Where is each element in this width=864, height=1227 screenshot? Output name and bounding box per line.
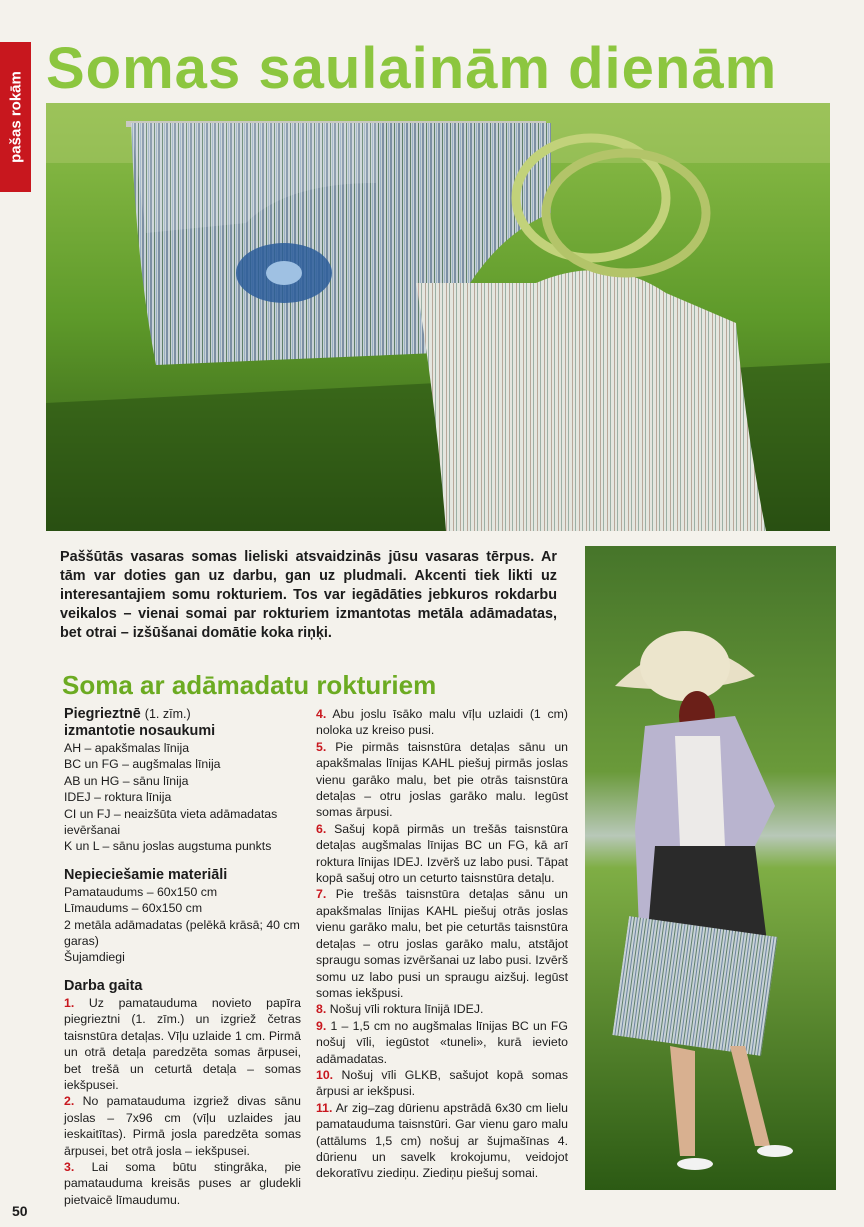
pattern-item: CI un FJ – neaizšūta vieta adāmadatas ievēršanai — [64, 806, 278, 838]
pattern-subtitle: izmantotie nosaukumi — [64, 723, 216, 739]
pattern-item: AB un HG – sānu līnija — [64, 773, 189, 788]
intro-paragraph: Paššūtās vasaras somas lieliski atsvaidzinās jūsu vasaras tērpus. Ar tām var doties gan uz darbu, gan uz pludmali. Akcenti tiek likti uz interesantajiem somu rokturiem. Tos var iegādāties jebkuros rokdarbu veikalos – vienai somai par rokturiem izmantotas metāla adāmadatas, bet otrai – izšūšanai domātie koka riņķi. — [60, 549, 557, 641]
materials-title: Nepieciešamie materiāli — [64, 866, 228, 883]
step-text: Pie pirmās taisnstūra detaļas sānu un apakšmalas līnijas KAHL piešuj pirmās joslas vienu garāko malu, bet pie otrās taisnstūra detaļas – otru joslas garāko malu. Iegūst somas ārpusi. — [316, 739, 569, 820]
step-text: Sašuj kopā pirmās un trešās taisnstūra detaļas augšmalas līnijas BC un FG, kā arī roktura līnijas IDEJ. Izvērš uz labo pusi. Tāpat kopā sašuj otro un ceturto taisnstūra detaļu. — [316, 821, 568, 886]
pattern-heading — [64, 706, 301, 740]
material-item: 2 metāla adāmadatas (pelēkā krāsā; 40 cm garas) — [64, 917, 300, 949]
step — [316, 706, 568, 739]
step — [316, 1018, 568, 1067]
step-number: 5. — [316, 739, 327, 754]
pattern-title: Piegrieztnē — [64, 706, 141, 722]
step-text: Nošuj vīli GLKB, sašujot kopā somas ārpusi ar iekšpusi. — [316, 1067, 568, 1099]
pattern-item: K un L – sānu joslas augstuma punkts — [64, 839, 272, 854]
step-number: 11. — [316, 1100, 333, 1115]
step-number: 3. — [64, 1159, 75, 1174]
step-number: 6. — [316, 821, 327, 836]
step — [316, 1067, 568, 1100]
pattern-ref: (1. zīm.) — [144, 707, 191, 721]
step — [316, 886, 568, 1001]
bags-photo — [46, 103, 830, 531]
steps-title: Darba gaita — [64, 977, 143, 994]
step — [64, 1159, 301, 1208]
step — [316, 1100, 568, 1182]
model-photo — [585, 546, 836, 1190]
step-text: Uz pamatauduma novieto papīra piegrieztni (1. zīm.) un izgriež četras taisnstūra detaļas. Vīļu uzlaide 1 cm. Pirmā un otrā detaļa paredzēta somas ārpusei, bet trešā un ceturtā detaļa – somas iekšpusei. — [64, 995, 301, 1092]
step-text: Ar zig–zag dūrienu apstrādā 6x30 cm lielu pamatauduma taisnstūri. Gar vienu garo malu (attālums 1,5 cm) nošuj ar šujmašīnas 4. dūrienu un savelk krokojumu, veidojot dekoratīvu ziediņu. Ziediņu piešuj somai. — [316, 1100, 568, 1181]
material-item: Šujamdiegi — [64, 950, 125, 965]
step — [64, 995, 301, 1093]
step — [64, 1093, 301, 1159]
section-tab — [0, 42, 31, 192]
section-tab-label: pašas rokām — [7, 71, 24, 163]
step-text: Abu joslu īsāko malu vīļu uzlaidi (1 cm) noloka uz kreiso pusi. — [316, 707, 568, 738]
page-headline: Somas saulainām dienām — [46, 36, 778, 101]
step-number: 4. — [316, 707, 327, 721]
step-number: 9. — [316, 1018, 327, 1033]
step-number: 1. — [64, 995, 75, 1010]
page-number: 50 — [12, 1203, 28, 1219]
material-item: Pamataudums – 60x150 cm — [64, 884, 218, 899]
step — [316, 739, 568, 821]
step-text: No pamatauduma izgriež divas sānu joslas – 7x96 cm (vīļu uzlaides jau ieskaitītas). Pirmā josla paredzēta somas ārpusei, bet otrā josla – iekšpusei. — [64, 1094, 302, 1158]
step — [316, 1001, 568, 1017]
material-item: Līmaudums – 60x150 cm — [64, 901, 203, 916]
pattern-item: IDEJ – roktura līnija — [64, 790, 172, 805]
step-text: Lai soma būtu stingrāka, pie pamatauduma kreisās puses ar gludekli pietvaicē līmaudumu. — [64, 1159, 301, 1207]
pattern-item: BC un FG – augšmalas līnija — [64, 757, 221, 772]
step-text: Nošuj vīli roktura līnijā IDEJ. — [329, 1002, 484, 1017]
step-number: 10. — [316, 1067, 334, 1082]
step — [316, 821, 568, 887]
left-column — [64, 706, 301, 1208]
right-column — [316, 706, 568, 1182]
step-text: Pie trešās taisnstūra detaļas sānu un apakšmalas līnijas KAHL piešuj otrās joslas vienu garāko malu, bet pie ceturtās taisnstūra detaļas – otru joslas garāko malu, atstājot spraugu somas izvēršanai uz labo pusi. Izvērš somu uz labo pusi un spraugu aizšuj. Iegūst somas iekšpusi. — [316, 887, 568, 1000]
step-number: 7. — [316, 887, 327, 902]
step-text: 1 – 1,5 cm no augšmalas līnijas BC un FG nošuj vīli, iegūstot «tuneli», kurā ievieto adāmadatas. — [316, 1018, 568, 1066]
step-number: 2. — [64, 1094, 75, 1109]
pattern-item: AH – apakšmalas līnija — [64, 741, 190, 755]
step-number: 8. — [316, 1002, 327, 1017]
section-title: Soma ar adāmadatu rokturiem — [62, 670, 437, 700]
